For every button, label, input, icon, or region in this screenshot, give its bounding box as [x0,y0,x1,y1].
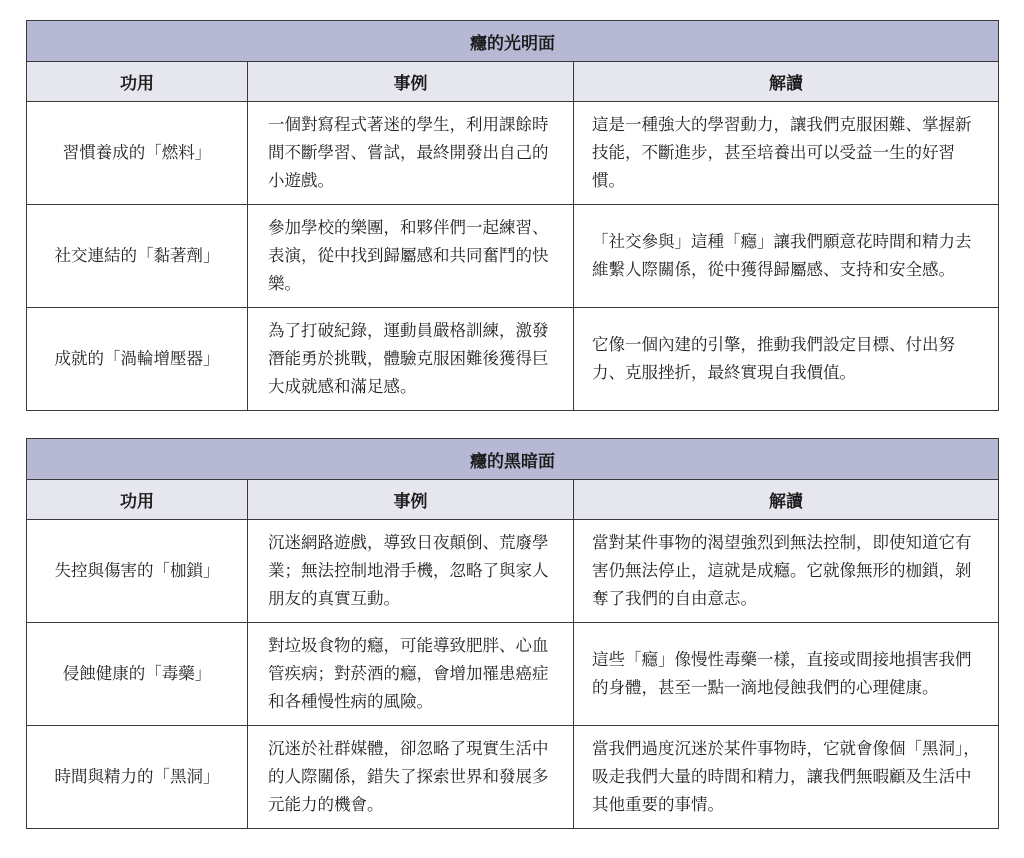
column-header-example: 事例 [248,62,574,102]
bright-side-table [26,20,999,411]
table-row [27,520,999,623]
interpretation-cell: 「社交參與」這種「癮」讓我們願意花時間和精力去維繫人際關係，從中獲得歸屬感、支持和安全感。 [574,205,999,308]
table-title-row [27,21,999,62]
dark-side-table [26,438,999,829]
column-header-interpretation: 解讀 [574,62,999,102]
column-header-interpretation: 解讀 [574,480,999,520]
interpretation-cell: 這些「癮」像慢性毒藥一樣，直接或間接地損害我們的身體，甚至一點一滴地侵蝕我們的心理健康。 [574,623,999,726]
column-header-function: 功用 [27,480,248,520]
interpretation-cell: 它像一個內建的引擎，推動我們設定目標、付出努力、克服挫折，最終實現自我價值。 [574,308,999,411]
table-header-row [27,480,999,520]
table-title: 癮的黑暗面 [27,439,999,480]
example-cell: 一個對寫程式著迷的學生，利用課餘時間不斷學習、嘗試，最終開發出自己的小遊戲。 [248,102,574,205]
function-cell: 失控與傷害的「枷鎖」 [27,520,248,623]
interpretation-cell: 當對某件事物的渴望強烈到無法控制，即使知道它有害仍無法停止，這就是成癮。它就像無形的枷鎖，剝奪了我們的自由意志。 [574,520,999,623]
table-row [27,102,999,205]
interpretation-cell: 這是一種強大的學習動力，讓我們克服困難、掌握新技能，不斷進步，甚至培養出可以受益一生的好習慣。 [574,102,999,205]
example-cell: 對垃圾食物的癮，可能導致肥胖、心血管疾病；對菸酒的癮，會增加罹患癌症和各種慢性病的風險。 [248,623,574,726]
column-header-example: 事例 [248,480,574,520]
function-cell: 成就的「渦輪增壓器」 [27,308,248,411]
interpretation-cell: 當我們過度沉迷於某件事物時，它就會像個「黑洞」，吸走我們大量的時間和精力，讓我們無暇顧及生活中其他重要的事情。 [574,726,999,829]
function-cell: 時間與精力的「黑洞」 [27,726,248,829]
table-header-row [27,62,999,102]
function-cell: 習慣養成的「燃料」 [27,102,248,205]
example-cell: 參加學校的樂團，和夥伴們一起練習、表演，從中找到歸屬感和共同奮鬥的快樂。 [248,205,574,308]
table-row [27,308,999,411]
example-cell: 為了打破紀錄，運動員嚴格訓練，激發潛能勇於挑戰，體驗克服困難後獲得巨大成就感和滿足感。 [248,308,574,411]
function-cell: 侵蝕健康的「毒藥」 [27,623,248,726]
example-cell: 沉迷於社群媒體，卻忽略了現實生活中的人際關係，錯失了探索世界和發展多元能力的機會。 [248,726,574,829]
table-title-row [27,439,999,480]
table-row [27,205,999,308]
function-cell: 社交連結的「黏著劑」 [27,205,248,308]
table-row [27,726,999,829]
example-cell: 沉迷網路遊戲，導致日夜顛倒、荒廢學業；無法控制地滑手機，忽略了與家人朋友的真實互動。 [248,520,574,623]
table-title: 癮的光明面 [27,21,999,62]
table-row [27,623,999,726]
column-header-function: 功用 [27,62,248,102]
